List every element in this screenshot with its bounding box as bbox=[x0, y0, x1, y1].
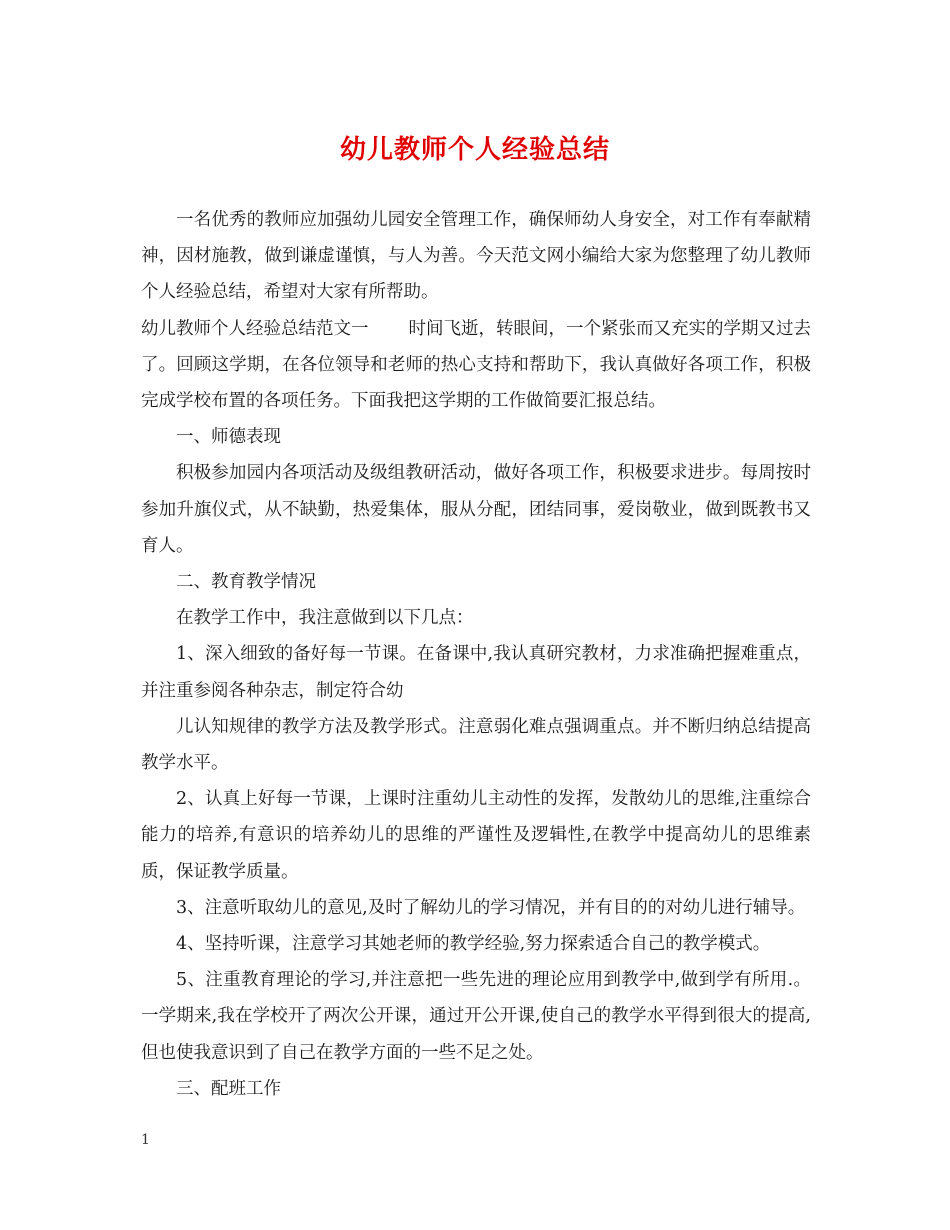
item1-paragraph-b: 儿认知规律的教学方法及教学形式。注意弱化难点强调重点。并不断归纳总结提高教学水平。 bbox=[141, 716, 811, 774]
document-title: 幼儿教师个人经验总结 bbox=[339, 135, 610, 165]
section2-intro: 在教学工作中，我注意做到以下几点： bbox=[176, 608, 474, 629]
sample-heading: 幼儿教师个人经验总结范文一 bbox=[141, 318, 369, 339]
item3-paragraph: 3、注意听取幼儿的意见,及时了解幼儿的学习情况，并有目的的对幼儿进行辅导。 bbox=[176, 897, 806, 918]
item2-paragraph: 2、认真上好每一节课，上课时注重幼儿主动性的发挥，发散幼儿的思维,注重综合能力的培养,有意识的培养幼儿的思维的严谨性及逻辑性,在教学中提高幼儿的思维素质，保证教学质量。 bbox=[141, 789, 811, 882]
sample-opening: 时间飞逝，转眼间，一个紧张而又充实的学期又过去了。回顾这学期，在各位领导和老师的热心支持和帮助下，我认真做好各项工作，积极完成学校布置的各项任务。下面我把这学期的工作做简要汇报总结。 bbox=[141, 318, 811, 412]
item5-paragraph: 5、注重教育理论的学习,并注意把一些先进的理论应用到教学中,做到学有所用.。一学期来,我在学校开了两次公开课，通过开公开课,使自己的教学水平得到很大的提高,但也使我意识到了自己在教学方面的一些不足之处。 bbox=[141, 970, 811, 1063]
intro-paragraph: 一名优秀的教师应加强幼儿园安全管理工作，确保师幼人身安全，对工作有奉献精神，因材施教，做到谦虚谨慎，与人为善。今天范文网小编给大家为您整理了幼儿教师个人经验总结，希望对大家有所帮助。 bbox=[141, 210, 811, 303]
item4-paragraph: 4、坚持听课，注意学习其她老师的教学经验,努力探索适合自己的教学模式。 bbox=[176, 934, 771, 955]
section2-heading: 二、教育教学情况 bbox=[176, 572, 316, 593]
section1-heading: 一、师德表现 bbox=[176, 427, 281, 448]
document-body bbox=[141, 202, 811, 1107]
section1-paragraph: 积极参加园内各项活动及级组教研活动，做好各项工作，积极要求进步。每周按时参加升旗仪式，从不缺勤，热爱集体，服从分配，团结同事，爱岗敬业，做到既教书又育人。 bbox=[141, 463, 811, 556]
sample-paragraph bbox=[141, 311, 811, 420]
item1-paragraph-a: 1、深入细致的备好每一节课。在备课中,我认真研究教材，力求准确把握难重点，并注重参阅各种杂志，制定符合幼 bbox=[141, 644, 811, 701]
section3-heading: 三、配班工作 bbox=[176, 1078, 281, 1099]
page-number: 1 bbox=[141, 1132, 150, 1148]
